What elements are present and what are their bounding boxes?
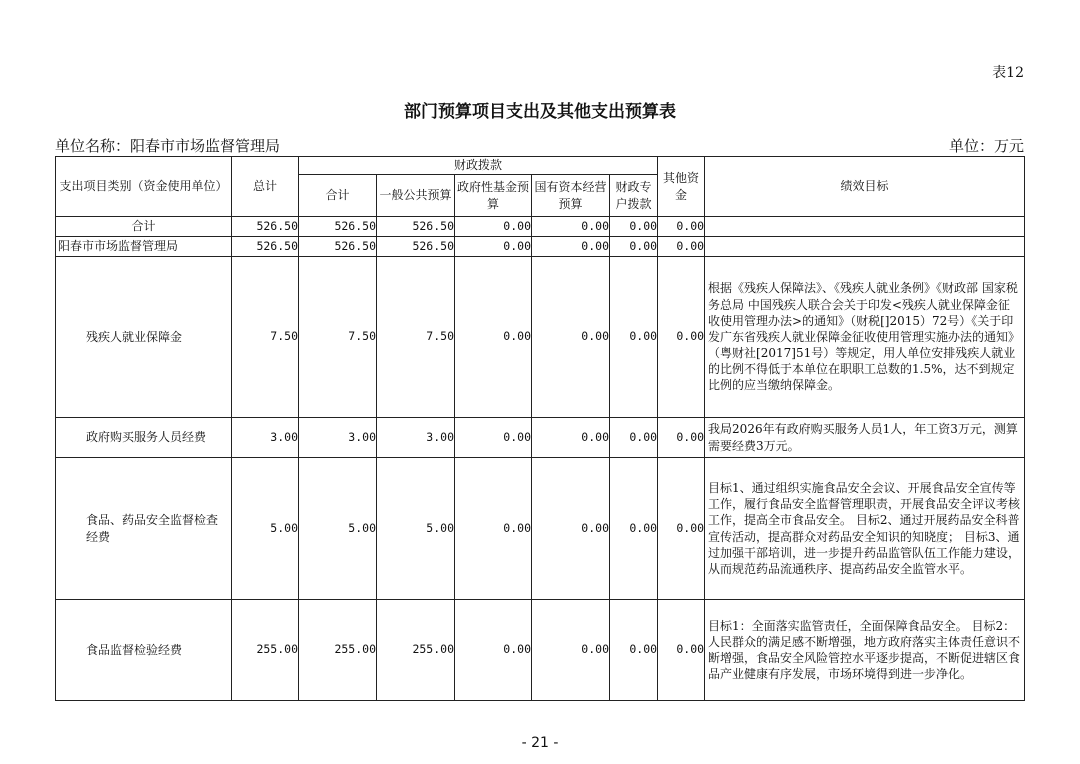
cell-state-capital: 0.00: [532, 600, 610, 701]
table-row: [56, 418, 1025, 458]
cell-other: 0.00: [658, 217, 705, 237]
cell-special: 0.00: [610, 217, 658, 237]
row-name: 阳春市市场监督管理局: [56, 237, 232, 257]
table-meta: [55, 135, 1024, 156]
page-title: 部门预算项目支出及其他支出预算表: [404, 102, 676, 122]
header-goal: 绩效目标: [705, 157, 1025, 217]
cell-state-capital: 0.00: [532, 257, 610, 418]
cell-gov-fund: 0.00: [455, 217, 532, 237]
table-row: [56, 458, 1025, 600]
cell-gov-fund: 0.00: [455, 257, 532, 418]
table-row: [56, 237, 1025, 257]
table-number: 表12: [992, 65, 1024, 81]
cell-goal: 目标1：全面落实监管责任，全面保障食品安全。 目标2：人民群众的满足感不断增强，地方政府落实主体责任意识不断增强，食品安全风险管控水平逐步提高，不断促进辖区食品产业健康有序发展，市场环境得到进一步净化。: [705, 600, 1025, 701]
unit-measure: 单位：万元: [948, 137, 1024, 155]
header-gov-fund: 政府性基金预算: [455, 175, 532, 217]
cell-other: 0.00: [658, 458, 705, 600]
cell-subtotal: 3.00: [299, 418, 377, 458]
cell-gov-fund: 0.00: [455, 600, 532, 701]
cell-other: 0.00: [658, 237, 705, 257]
cell-goal: 根据《残疾人保障法》、《残疾人就业条例》《财政部 国家税务总局 中国残疾人联合会关于印发<残疾人就业保障金征收使用管理办法>的通知》（财税[]2015）72号）《关于印发广东省残疾人就业保障金征收使用管理实施办法的通知》（粤财社[2017]51号）等规定，用人单位安排残疾人就业的比例不得低于本单位在职职工总数的1.5%，达不到规定比例的应当缴纳保障金。: [705, 257, 1025, 418]
cell-goal: 目标1、通过组织实施食品安全会议、开展食品安全宣传等工作，履行食品安全监督管理职责，开展食品安全评议考核工作，提高全市食品安全。 目标2、通过开展药品安全科普宣传活动，提高群众对药品安全知识的知晓度； 目标3、通过加强干部培训，进一步提升药品监管队伍工作能力建设，从而规范药品流通秩序、提高药品安全监管水平。: [705, 458, 1025, 600]
cell-total: 526.50: [232, 237, 299, 257]
unit-name: 单位名称：阳春市市场监督管理局: [55, 137, 281, 155]
cell-general: 526.50: [377, 217, 455, 237]
page-number: - 21 -: [521, 735, 559, 751]
cell-subtotal: 7.50: [299, 257, 377, 418]
header-fiscal-subtotal: 合计: [299, 175, 377, 217]
table-row: [56, 257, 1025, 418]
table-row: [56, 600, 1025, 701]
cell-general: 7.50: [377, 257, 455, 418]
cell-state-capital: 0.00: [532, 458, 610, 600]
cell-state-capital: 0.00: [532, 237, 610, 257]
cell-general: 3.00: [377, 418, 455, 458]
cell-total: 7.50: [232, 257, 299, 418]
cell-subtotal: 5.00: [299, 458, 377, 600]
cell-special: 0.00: [610, 458, 658, 600]
cell-state-capital: 0.00: [532, 217, 610, 237]
budget-table: [55, 156, 1025, 701]
cell-state-capital: 0.00: [532, 418, 610, 458]
cell-special: 0.00: [610, 237, 658, 257]
cell-subtotal: 526.50: [299, 217, 377, 237]
cell-subtotal: 255.00: [299, 600, 377, 701]
cell-total: 5.00: [232, 458, 299, 600]
cell-total: 526.50: [232, 217, 299, 237]
cell-general: 5.00: [377, 458, 455, 600]
cell-special: 0.00: [610, 418, 658, 458]
row-name: 政府购买服务人员经费: [56, 418, 232, 458]
row-name: 食品、药品安全监督检查经费: [56, 458, 232, 600]
cell-special: 0.00: [610, 600, 658, 701]
row-name: 残疾人就业保障金: [56, 257, 232, 418]
header-general: 一般公共预算: [377, 175, 455, 217]
cell-other: 0.00: [658, 600, 705, 701]
header-other: 其他资金: [658, 157, 705, 217]
header-total: 总计: [232, 157, 299, 217]
cell-gov-fund: 0.00: [455, 458, 532, 600]
header-category: 支出项目类别（资金使用单位）: [56, 157, 232, 217]
header-fiscal: 财政拨款: [299, 157, 658, 175]
cell-special: 0.00: [610, 257, 658, 418]
cell-total: 3.00: [232, 418, 299, 458]
cell-goal: [705, 217, 1025, 237]
cell-other: 0.00: [658, 257, 705, 418]
header-special: 财政专户拨款: [610, 175, 658, 217]
cell-gov-fund: 0.00: [455, 418, 532, 458]
row-name: 合计: [56, 217, 232, 237]
row-name: 食品监督检验经费: [56, 600, 232, 701]
cell-gov-fund: 0.00: [455, 237, 532, 257]
cell-general: 526.50: [377, 237, 455, 257]
cell-total: 255.00: [232, 600, 299, 701]
cell-subtotal: 526.50: [299, 237, 377, 257]
header-state-capital: 国有资本经营预算: [532, 175, 610, 217]
cell-other: 0.00: [658, 418, 705, 458]
cell-goal: [705, 237, 1025, 257]
cell-general: 255.00: [377, 600, 455, 701]
table-row: [56, 217, 1025, 237]
cell-goal: 我局2026年有政府购买服务人员1人，年工资3万元，测算需要经费3万元。: [705, 418, 1025, 458]
